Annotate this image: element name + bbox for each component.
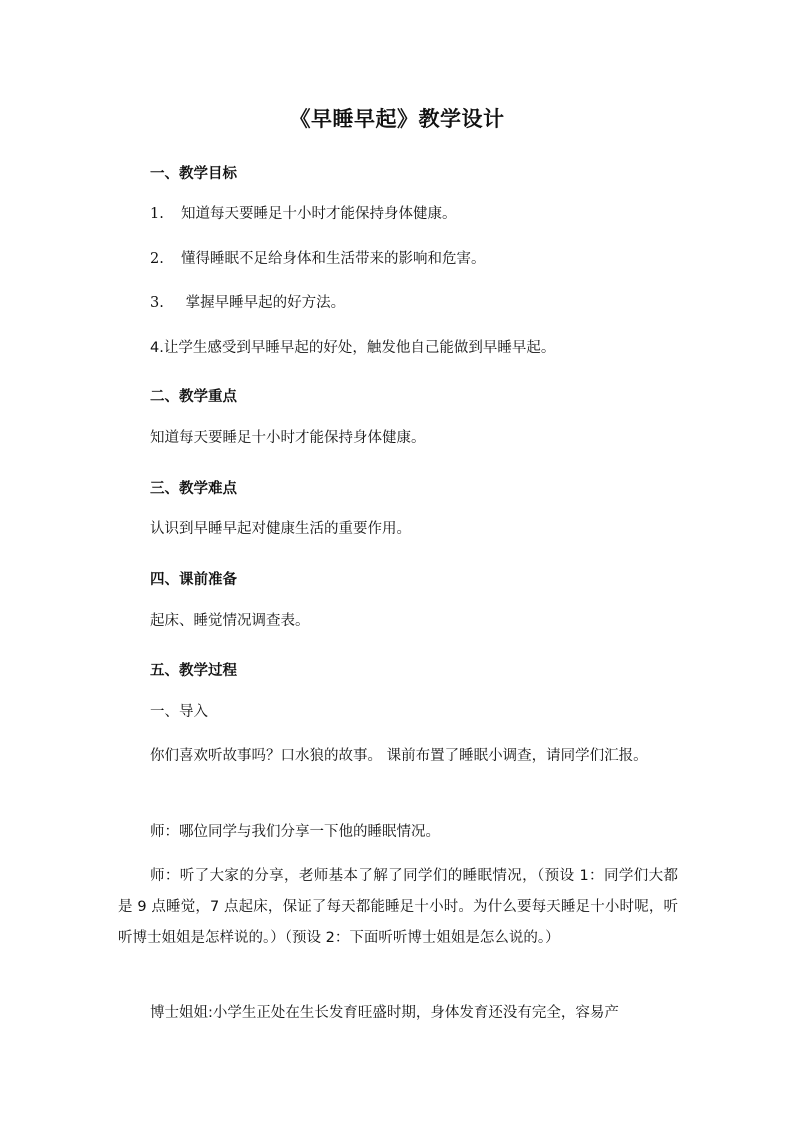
list-item bbox=[150, 338, 555, 358]
list-item-text: 知道每天要睡足十小时才能保持身体健康。 bbox=[181, 206, 457, 222]
list-item-text: 懂得睡眠不足给身体和生活带来的影响和危害。 bbox=[181, 251, 486, 267]
body-paragraph: 师：哪位同学与我们分享一下他的睡眠情况。 bbox=[150, 824, 440, 840]
list-item bbox=[150, 293, 345, 313]
list-number: 3. bbox=[150, 295, 164, 311]
section-text: 认识到早睡早起对健康生活的重要作用。 bbox=[150, 521, 411, 537]
section-heading-objectives: 一、教学目标 bbox=[150, 166, 237, 182]
section-heading-preparation: 四、课前准备 bbox=[150, 572, 237, 588]
body-paragraph: 你们喜欢听故事吗？口水狼的故事。 课前布置了睡眠小调查，请同学们汇报。 bbox=[150, 748, 648, 764]
list-item-text: 4.让学生感受到早睡早起的好处，触发他自己能做到早睡早起。 bbox=[150, 340, 556, 356]
list-item bbox=[150, 249, 486, 269]
list-item-text: 掌握早睡早起的好方法。 bbox=[181, 295, 346, 311]
list-number: 1. bbox=[150, 206, 164, 222]
section-heading-key-points: 二、教学重点 bbox=[150, 389, 237, 405]
section-heading-difficulties: 三、教学难点 bbox=[150, 481, 237, 497]
list-item bbox=[150, 204, 457, 224]
list-number: 2. bbox=[150, 251, 164, 267]
body-paragraph: 师：听了大家的分享，老师基本了解了同学们的睡眠情况，（预设 1：同学们大都是 9 点睡觉，7 点起床，保证了每天都能睡足十小时。为什么要每天睡足十小时呢，听听博士姐姐是怎样说的。）（预设 2：下面听听博士姐姐是怎么说的。） bbox=[118, 868, 678, 946]
document-title: 《早睡早起》教学设计 bbox=[289, 107, 505, 131]
section-heading-process: 五、教学过程 bbox=[150, 663, 237, 679]
subsection-heading: 一、导入 bbox=[150, 704, 208, 720]
body-paragraph: 博士姐姐:小学生正处在生长发育旺盛时期，身体发育还没有完全，容易产 bbox=[150, 1005, 619, 1021]
section-text: 起床、睡觉情况调查表。 bbox=[150, 613, 310, 629]
section-text: 知道每天要睡足十小时才能保持身体健康。 bbox=[150, 430, 426, 446]
